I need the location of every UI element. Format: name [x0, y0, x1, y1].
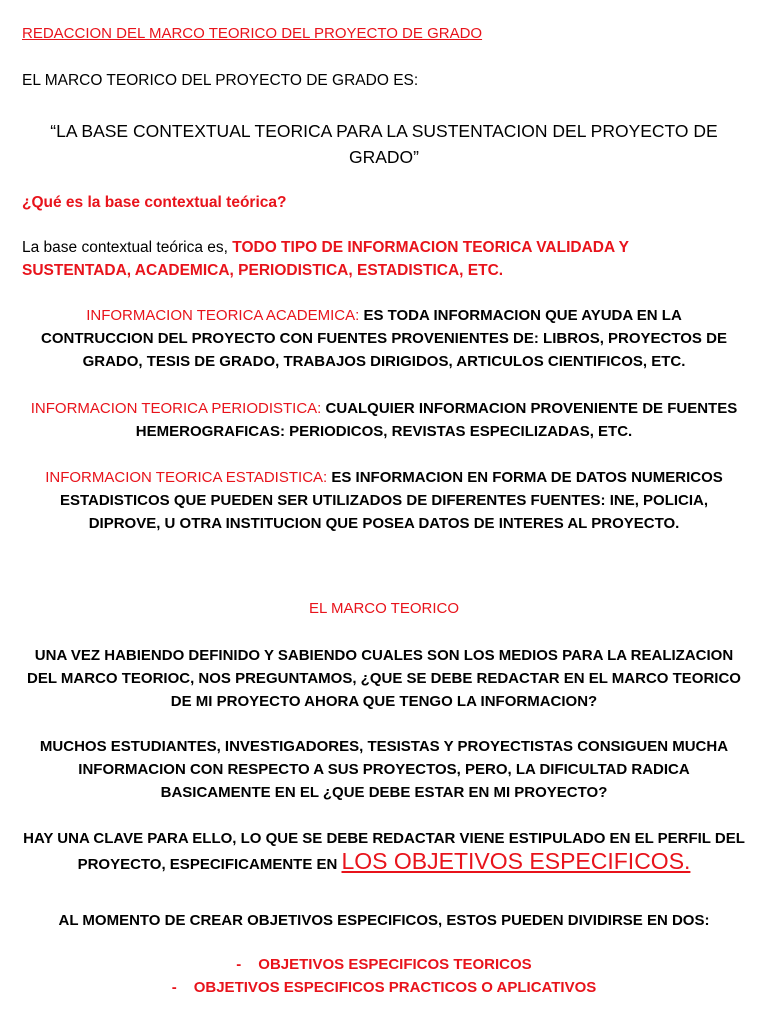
list-item [0, 953, 768, 976]
list-item [0, 976, 768, 999]
definition-text: ES INFORMACION EN FORMA DE DATOS NUMERICOS ESTADISTICOS QUE PUEDEN SER UTILIZADOS DE DIFERENTES FUENTES: INE, POLICIA, DIPROVE, U OTRA INSTITUCION QUE POSEA DATOS DE INTERES AL PROYECTO. [59, 469, 723, 532]
document-title: REDACCION DEL MARCO TEORICO DEL PROYECTO DE GRADO [22, 25, 483, 42]
paragraph-clave [22, 827, 746, 876]
objectives-list [0, 953, 768, 999]
dash-bullet-icon: - [236, 956, 242, 973]
paragraph-division: AL MOMENTO DE CREAR OBJETIVOS ESPECIFICOS, ESTOS PUEDEN DIVIDIRSE EN DOS: [58, 912, 710, 929]
paragraph-1: UNA VEZ HABIENDO DEFINIDO Y SABIENDO CUALES SON LOS MEDIOS PARA LA REALIZACION DEL MARCO TEORIOC, NOS PREGUNTAMOS, ¿QUE SE DEBE REDACTAR EN EL MARCO TEORICO DE MI PROYECTO AHORA QUE TENGO LA INFORMACION? [27, 647, 741, 710]
definition-quote: “LA BASE CONTEXTUAL TEORICA PARA LA SUSTENTACION DEL PROYECTO DE GRADO” [50, 121, 718, 167]
definition-text: CUALQUIER INFORMACION PROVENIENTE DE FUENTES HEMEROGRAFICAS: PERIODICOS, REVISTAS ESPECILIZADAS, ETC. [135, 400, 738, 440]
base-definition-lead: La base contextual teórica es, [22, 239, 233, 256]
clave-text: HAY UNA CLAVE PARA ELLO, LO QUE SE DEBE REDACTAR VIENE ESTIPULADO EN EL PERFIL DEL PROYECTO, ESPECIFICAMENTE EN [23, 830, 745, 873]
list-item-label: OBJETIVOS ESPECIFICOS PRACTICOS O APLICATIVOS [193, 979, 597, 996]
definition-term: INFORMACION TEORICA ESTADISTICA: [45, 469, 328, 486]
section-heading: EL MARCO TEORICO [308, 600, 460, 617]
base-definition-highlight: TODO TIPO DE INFORMACION TEORICA VALIDADA Y SUSTENTADA, ACADEMICA, PERIODISTICA, ESTADISTICA, ETC. [22, 239, 629, 279]
question-heading: ¿Qué es la base contextual teórica? [22, 194, 287, 211]
definition-text: ES TODA INFORMACION QUE AYUDA EN LA CONTRUCCION DEL PROYECTO CON FUENTES PROVENIENTES DE: LIBROS, PROYECTOS DE GRADO, TESIS DE GRADO, TRABAJOS DIRIGIDOS, ARTICULOS CIENTIFICOS, ETC. [41, 307, 727, 370]
definition-term: INFORMACION TEORICA PERIODISTICA: [30, 400, 322, 417]
definition-term: INFORMACION TEORICA ACADEMICA: [86, 307, 360, 324]
dash-bullet-icon: - [171, 979, 177, 996]
clave-emphasis: LOS OBJETIVOS ESPECIFICOS. [341, 848, 691, 874]
definition-periodistica [30, 397, 738, 443]
paragraph-2: MUCHOS ESTUDIANTES, INVESTIGADORES, TESISTAS Y PROYECTISTAS CONSIGUEN MUCHA INFORMACION CON RESPECTO A SUS PROYECTOS, PERO, LA DIFICULTAD RADICA BASICAMENTE EN EL ¿QUE DEBE ESTAR EN MI PROYECTO? [39, 738, 729, 801]
definition-estadistica [30, 466, 738, 535]
list-item-label: OBJETIVOS ESPECIFICOS TEORICOS [258, 956, 532, 973]
definition-academica [30, 304, 738, 373]
base-definition [22, 236, 742, 282]
intro-line: EL MARCO TEORICO DEL PROYECTO DE GRADO ES: [22, 72, 419, 89]
